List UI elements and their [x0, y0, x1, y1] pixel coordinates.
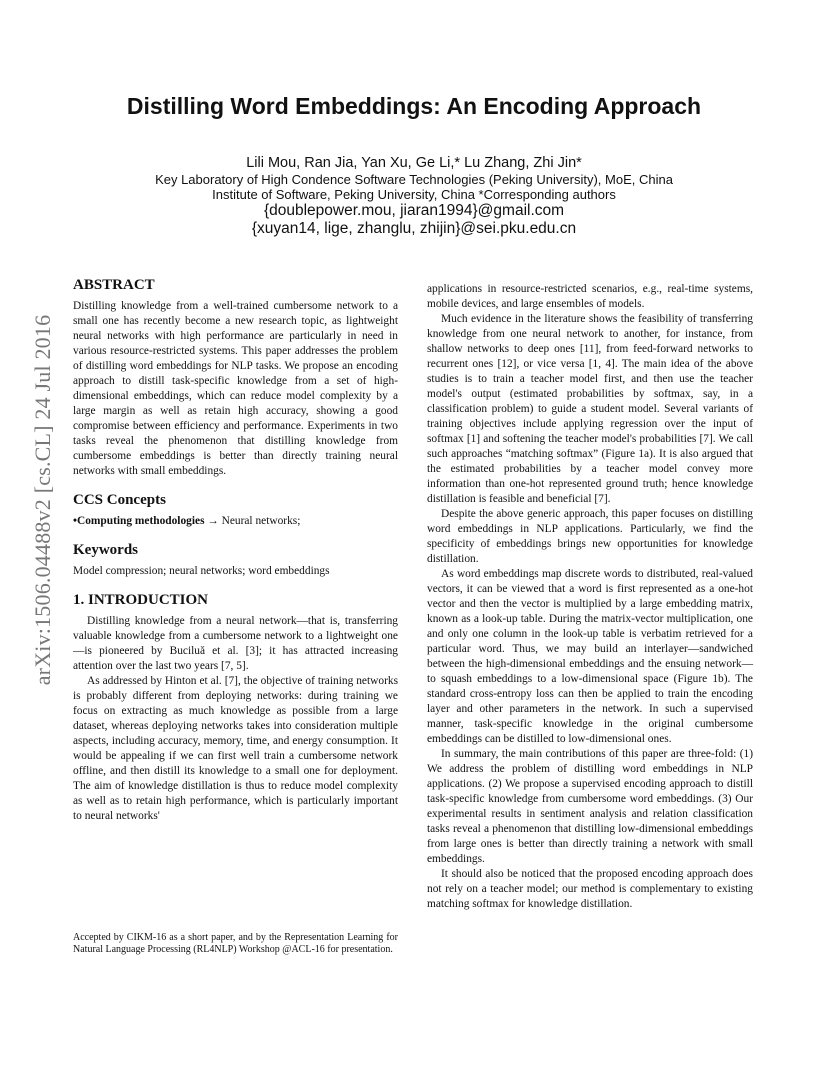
paper-title: Distilling Word Embeddings: An Encoding Approach	[126, 93, 702, 119]
right-paragraph-1: Much evidence in the literature shows the feasibility of transferring knowledge from one neural network to another, for instance, from shallow networks to deep ones [11], from feed-forward networks to recurrent ones [12], or vice versa [1, 4]. The main idea of the above studies is to train a teacher model first, and then use the teacher model's output (estimated probabilities by softmax, say, in a classification problem) to guide a student model. Several variants of training objectives include applying regression over the input of softmax [1] and softening the teacher model's probabilities [7]. We call such approaches “matching softmax” (Figure 1a). It is also argued that the estimated probabilities by a teacher model convey more information than one-hot represented ground truth; hence knowledge distillation is feasible and beneficial [7].	[427, 313, 753, 505]
abstract-heading: ABSTRACT	[73, 277, 155, 293]
arxiv-sidebar	[12, 300, 55, 700]
right-paragraph-3: As word embeddings map discrete words to distributed, real-valued vectors, it can be viewed that a word is first represented as a one-hot vector and then the vector is multiplied by a large embedding matrix, known as a look-up table. During the matrix-vector multiplication, one and only one column in the look-up table is verbatim retrieved for a particular word. Thus, we may build an interlayer—sandwiched between the high-dimensional embeddings and the ensuing network—to squash embeddings to a low-dimensional space (Figure 1b). The standard cross-entropy loss can then be applied to train the encoding layer and other parameters in the network. In such a supervised manner, task-specific knowledge in the original cumbersome embeddings can be distilled to low-dimensional ones.	[427, 568, 753, 745]
acceptance-footnote: Accepted by CIKM-16 as a short paper, and by the Representation Learning for Natural Language Processing (RL4NLP) Workshop @ACL-16 for presentation.	[73, 932, 398, 956]
email-line-2: {xuyan14, lige, zhanglu, zhijin}@sei.pku.edu.cn	[251, 220, 577, 237]
ccs-subconcept: → Neural networks;	[204, 515, 301, 527]
keywords-text: Model compression; neural networks; word embeddings	[73, 565, 330, 577]
abstract-text: Distilling knowledge from a well-trained cumbersome network to a small one has recently become a new research topic, as lightweight neural networks with high performance are particularly in need in various resource-restricted systems. This paper addresses the problem of distilling word embeddings for NLP tasks. We propose an encoding approach to distill task-specific knowledge from a set of high-dimensional embeddings, which can reduce model complexity by a large margin as well as retain high accuracy, showing a good compromise between efficiency and performance. Experiments in two tasks reveal the phenomenon that distilling knowledge from cumbersome embeddings is better than directly training neural networks with small embeddings.	[73, 300, 398, 477]
right-paragraph-2: Despite the above generic approach, this paper focuses on distilling word embeddings in NLP applications. Particularly, we find the specificity of embeddings brings new opportunities for knowledge distillation.	[427, 508, 753, 565]
arxiv-identifier: arXiv:1506.04488v2 [cs.CL] 24 Jul 2016	[30, 314, 55, 686]
intro-heading: 1. INTRODUCTION	[73, 592, 209, 608]
intro-paragraph-2: As addressed by Hinton et al. [7], the objective of training networks is probably different from deploying networks: during training we focus on extracting as much knowledge as possible from a large dataset, whereas deploying networks takes into consideration multiple aspects, including accuracy, memory, time, and energy consumption. It would be appealing if we can first well train a cumbersome network offline, and then distill its knowledge to a small one for deployment. The aim of knowledge distillation is thus to reduce model complexity as well as to retain high performance, which is particularly important to neural networks'	[73, 675, 398, 822]
keywords-heading: Keywords	[73, 542, 138, 558]
affiliation-2: Institute of Software, Peking University, China *Corresponding authors	[212, 187, 616, 202]
affiliation-1: Key Laboratory of High Condence Software Technologies (Peking University), MoE, China	[155, 172, 673, 187]
right-paragraph-0: applications in resource-restricted scenarios, e.g., real-time systems, mobile devices, and large ensembles of models.	[427, 283, 753, 310]
left-column	[73, 278, 398, 824]
ccs-text	[73, 514, 398, 529]
right-column	[427, 282, 753, 912]
author-list: Lili Mou, Ran Jia, Yan Xu, Ge Li,* Lu Zhang, Zhi Jin*	[246, 155, 582, 171]
right-paragraph-4: In summary, the main contributions of this paper are three-fold: (1) We address the problem of distilling word embeddings in NLP applications. (2) We propose a supervised encoding approach to distill task-specific knowledge from cumbersome word embeddings. (3) Our experimental results in sentiment analysis and relation classification tasks reveal a phenomenon that distilling low-dimensional embeddings from large ones is better than directly training a network with small embeddings.	[427, 748, 753, 865]
right-paragraph-5: It should also be noticed that the proposed encoding approach does not rely on a teacher model; our method is complementary to existing matching softmax for knowledge distillation.	[427, 868, 753, 910]
email-line-1: {doublepower.mou, jiaran1994}@gmail.com	[263, 202, 565, 219]
intro-paragraph-1: Distilling knowledge from a neural network—that is, transferring valuable knowledge from a cumbersome network to a lightweight one—is pioneered by Buciluǎ et al. [3]; it has attracted increasing attention over the last two years [7, 5].	[73, 615, 398, 672]
ccs-concept: •Computing methodologies	[73, 515, 205, 527]
author-block	[0, 155, 828, 238]
ccs-heading: CCS Concepts	[73, 492, 166, 508]
